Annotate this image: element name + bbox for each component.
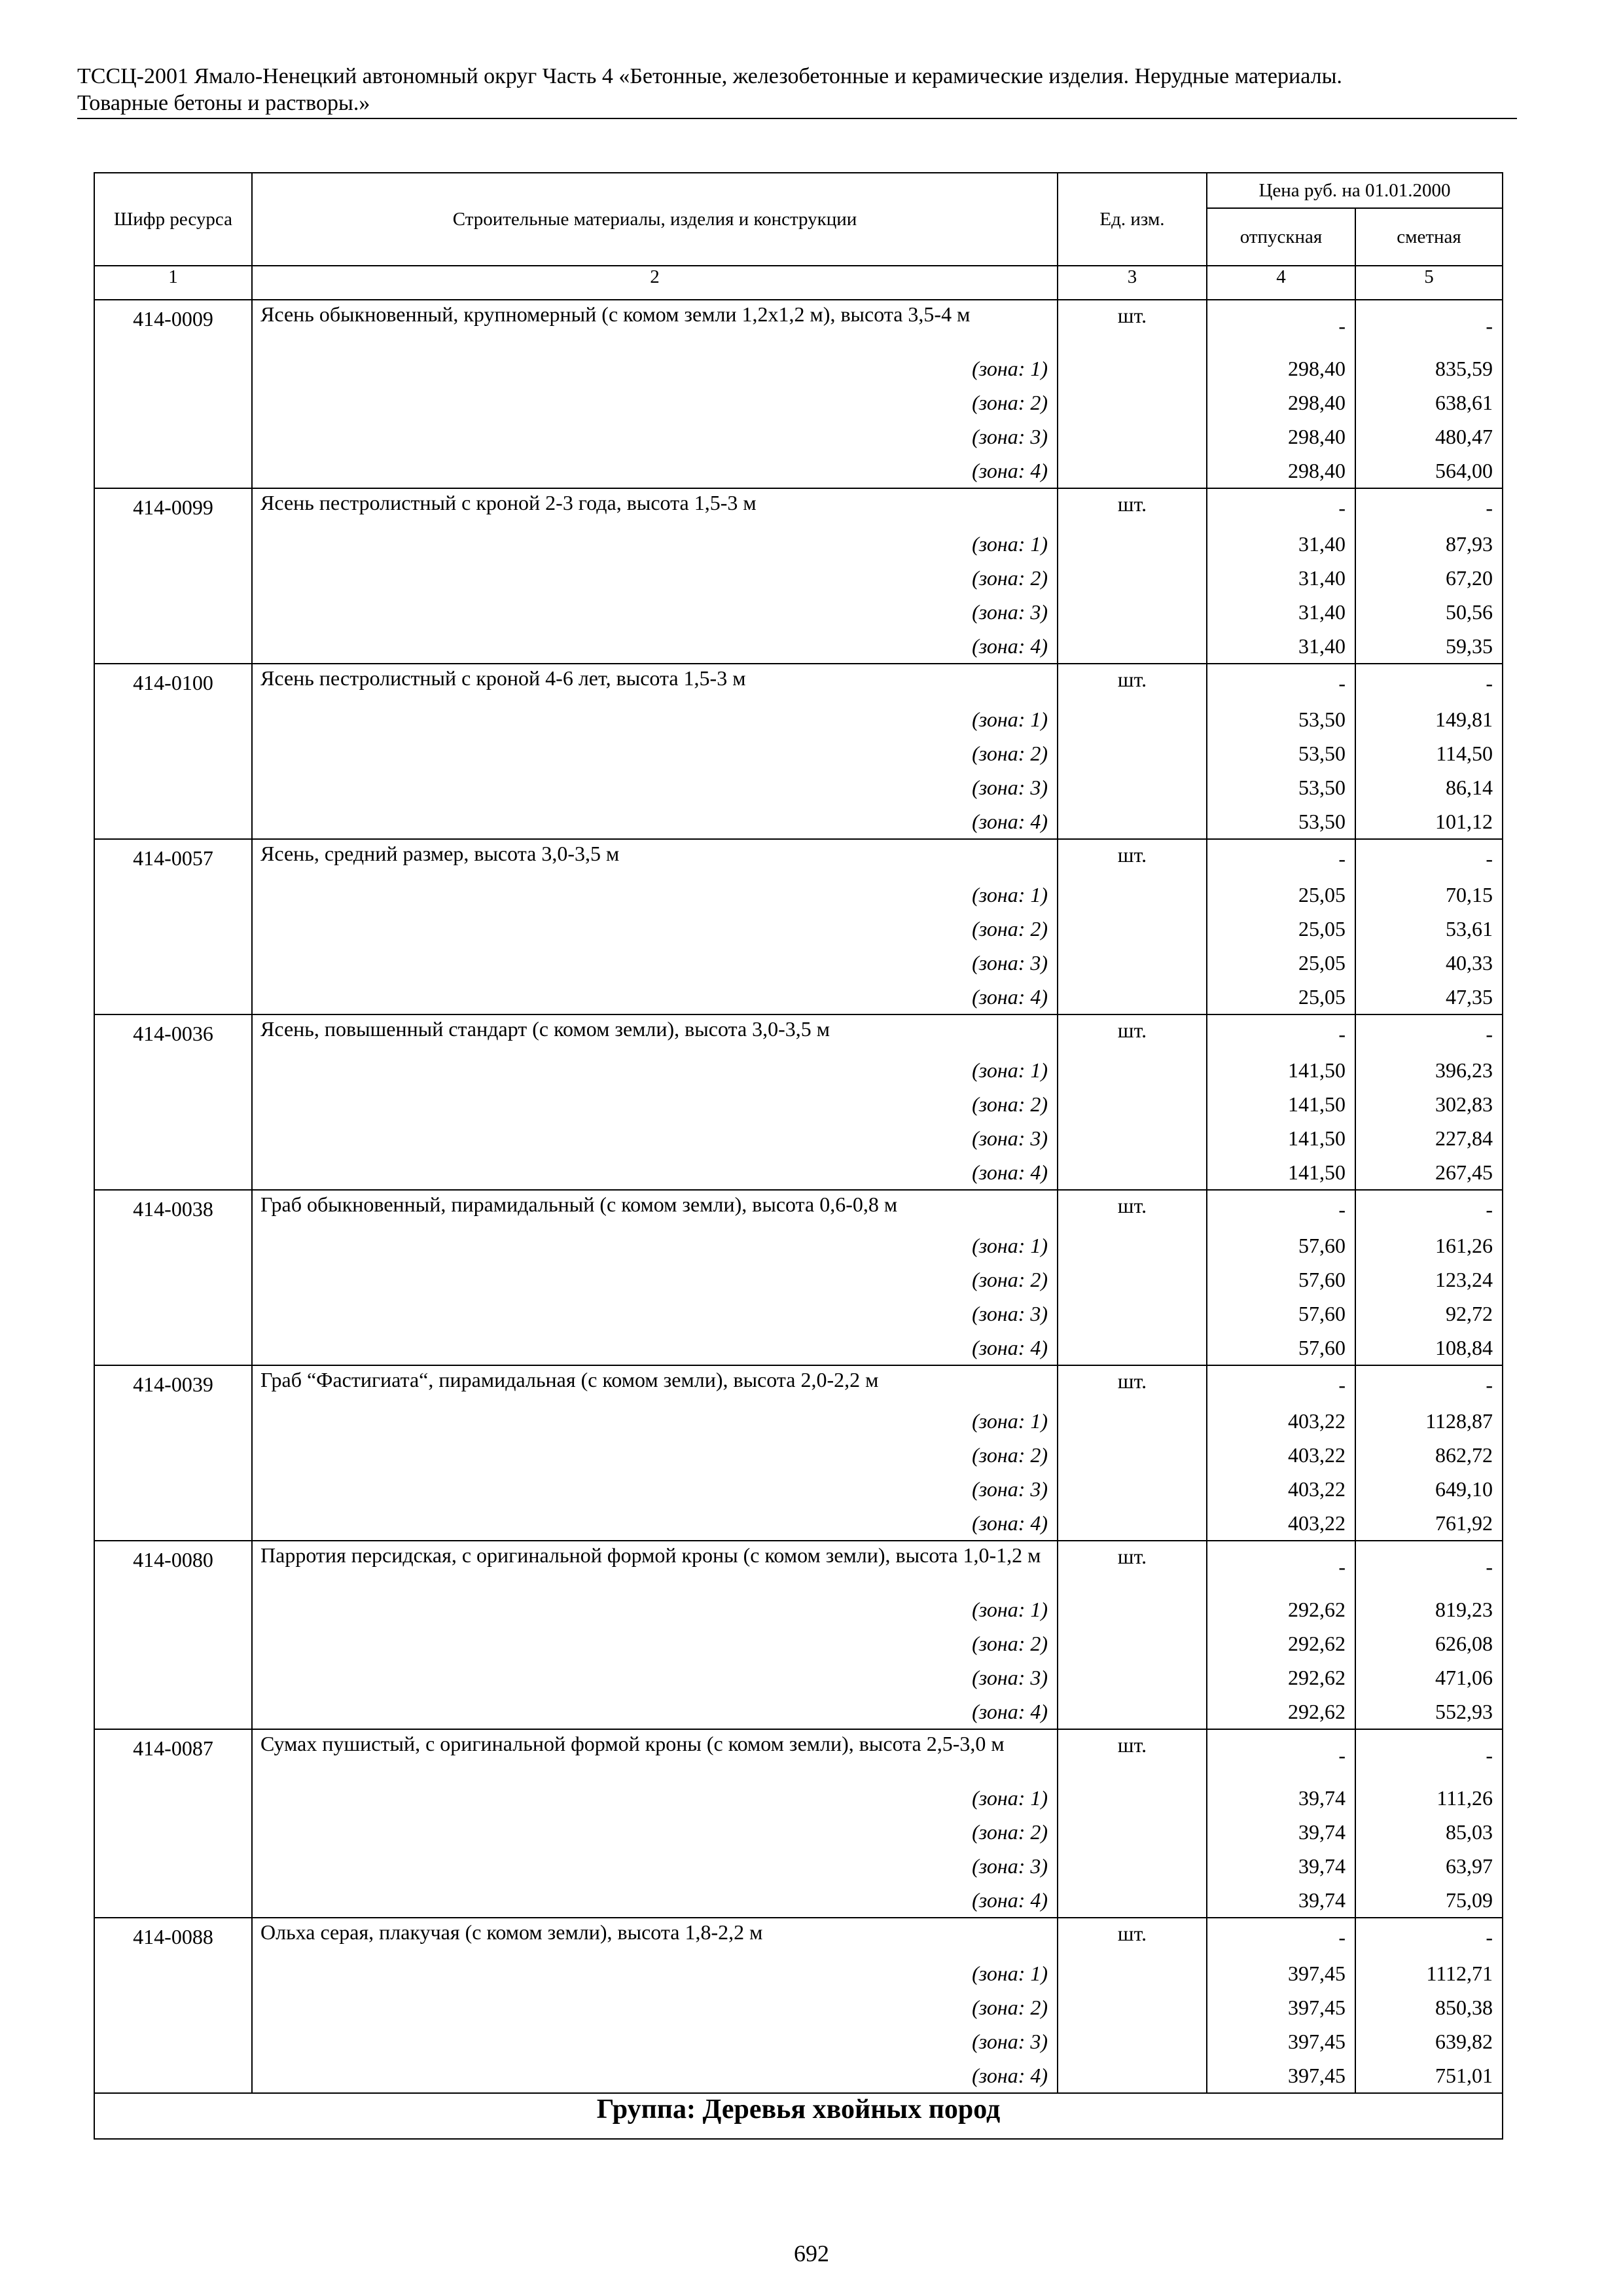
zone-release-price: 292,62 — [1288, 1598, 1346, 1621]
zone-release-price: 31,40 — [1298, 566, 1346, 590]
zone-label: (зона: 3) — [972, 1477, 1048, 1501]
zone-release-price: 53,50 — [1298, 742, 1346, 765]
zone-unit-spacer — [1058, 338, 1206, 372]
zone-release-price: 397,45 — [1288, 1962, 1346, 1985]
zone-release-price: 57,60 — [1298, 1268, 1346, 1291]
zone-release-price: 141,50 — [1288, 1058, 1346, 1082]
zone-estimate-price: 480,47 — [1435, 425, 1493, 448]
release-price-cell — [1207, 1190, 1355, 1365]
zone-unit-spacer — [1058, 912, 1206, 946]
column-number-row — [94, 266, 1503, 300]
resource-code: 414-0038 — [94, 1190, 252, 1365]
release-price-cell — [1207, 839, 1355, 1014]
zone-label: (зона: 2) — [972, 1268, 1048, 1291]
unit-cell — [1058, 1190, 1207, 1365]
estimate-price: - — [1486, 314, 1493, 338]
zone-unit-spacer — [1058, 1768, 1206, 1802]
material-name: Ясень обыкновенный, крупномерный (с комом земли 1,2х1,2 м), высота 3,5-4 м — [260, 302, 971, 326]
zone-release-price: 141,50 — [1288, 1126, 1346, 1150]
table-row — [94, 300, 1503, 488]
zone-unit-spacer — [1058, 702, 1206, 736]
table-row — [94, 1365, 1503, 1541]
unit-value: шт. — [1117, 1194, 1147, 1217]
zone-unit-spacer — [1058, 2058, 1206, 2092]
zone-estimate-price: 302,83 — [1435, 1092, 1493, 1116]
zone-unit-spacer — [1058, 1870, 1206, 1904]
zone-estimate-price: 123,24 — [1435, 1268, 1493, 1291]
zone-unit-spacer — [1058, 946, 1206, 980]
material-name: Сумах пушистый, с оригинальной формой кроны (с комом земли), высота 2,5-3,0 м — [260, 1732, 1005, 1755]
zone-label: (зона: 2) — [972, 1632, 1048, 1655]
zone-label: (зона: 4) — [972, 459, 1048, 482]
estimate-price-cell — [1355, 1014, 1503, 1190]
zone-label: (зона: 4) — [972, 1511, 1048, 1535]
zone-release-price: 298,40 — [1288, 425, 1346, 448]
zone-estimate-price: 59,35 — [1446, 634, 1493, 658]
zone-label: (зона: 3) — [972, 600, 1048, 624]
zone-unit-spacer — [1058, 1613, 1206, 1647]
release-price: - — [1338, 1022, 1346, 1046]
material-description — [252, 1729, 1058, 1918]
material-description — [252, 839, 1058, 1014]
zone-label: (зона: 4) — [972, 1160, 1048, 1184]
zone-label: (зона: 3) — [972, 1666, 1048, 1689]
zone-estimate-price: 75,09 — [1446, 1888, 1493, 1912]
zone-label: (зона: 4) — [972, 810, 1048, 833]
zone-label: (зона: 1) — [972, 1962, 1048, 1985]
unit-cell — [1058, 1014, 1207, 1190]
zone-label: (зона: 4) — [972, 1888, 1048, 1912]
release-price-cell — [1207, 1541, 1355, 1729]
unit-cell — [1058, 488, 1207, 664]
estimate-price-cell — [1355, 1729, 1503, 1918]
zone-estimate-price: 85,03 — [1446, 1820, 1493, 1844]
zone-label: (зона: 2) — [972, 1820, 1048, 1844]
zone-estimate-price: 638,61 — [1435, 391, 1493, 414]
zone-label: (зона: 2) — [972, 917, 1048, 941]
zone-label: (зона: 2) — [972, 1443, 1048, 1467]
zone-release-price: 25,05 — [1298, 985, 1346, 1009]
material-description — [252, 488, 1058, 664]
release-price-cell — [1207, 488, 1355, 664]
zone-release-price: 31,40 — [1298, 532, 1346, 556]
zone-label: (зона: 2) — [972, 391, 1048, 414]
zone-estimate-price: 1112,71 — [1426, 1962, 1493, 1985]
header-line-2: Товарные бетоны и растворы.» — [77, 91, 370, 115]
zone-release-price: 53,50 — [1298, 776, 1346, 799]
zone-label: (зона: 3) — [972, 951, 1048, 975]
zone-release-price: 53,50 — [1298, 810, 1346, 833]
release-price: - — [1338, 496, 1346, 520]
zone-release-price: 39,74 — [1298, 1854, 1346, 1878]
zone-release-price: 298,40 — [1288, 391, 1346, 414]
zone-label: (зона: 3) — [972, 1854, 1048, 1878]
zone-label: (зона: 4) — [972, 2064, 1048, 2087]
zone-label: (зона: 3) — [972, 2030, 1048, 2053]
zone-unit-spacer — [1058, 2024, 1206, 2058]
zone-label: (зона: 2) — [972, 1092, 1048, 1116]
zone-label: (зона: 2) — [972, 566, 1048, 590]
zone-unit-spacer — [1058, 440, 1206, 475]
zone-unit-spacer — [1058, 1087, 1206, 1121]
zone-release-price: 31,40 — [1298, 634, 1346, 658]
zone-estimate-price: 114,50 — [1436, 742, 1493, 765]
zone-estimate-price: 87,93 — [1446, 532, 1493, 556]
zone-label: (зона: 1) — [972, 357, 1048, 380]
zone-estimate-price: 227,84 — [1435, 1126, 1493, 1150]
zone-estimate-price: 47,35 — [1446, 985, 1493, 1009]
resource-code: 414-0009 — [94, 300, 252, 488]
release-price-cell — [1207, 1365, 1355, 1541]
zone-estimate-price: 267,45 — [1435, 1160, 1493, 1184]
material-name: Ясень, повышенный стандарт (с комом земли), высота 3,0-3,5 м — [260, 1017, 830, 1041]
group-row — [94, 2093, 1503, 2139]
material-description — [252, 1541, 1058, 1729]
zone-estimate-price: 161,26 — [1435, 1234, 1493, 1257]
zone-release-price: 25,05 — [1298, 917, 1346, 941]
zone-release-price: 403,22 — [1288, 1511, 1346, 1535]
estimate-price: - — [1486, 1198, 1493, 1221]
zone-estimate-price: 396,23 — [1435, 1058, 1493, 1082]
zone-estimate-price: 53,61 — [1446, 917, 1493, 941]
release-price-cell — [1207, 1729, 1355, 1918]
release-price: - — [1338, 1373, 1346, 1397]
zone-estimate-price: 862,72 — [1435, 1443, 1493, 1467]
zone-estimate-price: 86,14 — [1446, 776, 1493, 799]
estimate-price: - — [1486, 496, 1493, 520]
price-table — [94, 172, 1503, 2140]
zone-label: (зона: 3) — [972, 1126, 1048, 1150]
zone-unit-spacer — [1058, 1404, 1206, 1438]
header-unit: Ед. изм. — [1058, 173, 1207, 266]
zone-label: (зона: 1) — [972, 1058, 1048, 1082]
estimate-price: - — [1486, 847, 1493, 870]
table-row — [94, 1014, 1503, 1190]
header-line-1: ТССЦ-2001 Ямало-Ненецкий автономный округ Часть 4 «Бетонные, железобетонные и керамические изделия. Нерудные материалы. — [77, 64, 1342, 88]
col-num-1: 1 — [94, 266, 252, 300]
zone-estimate-price: 850,38 — [1435, 1996, 1493, 2019]
release-price: - — [1338, 314, 1346, 338]
zone-estimate-price: 50,56 — [1446, 600, 1493, 624]
zone-unit-spacer — [1058, 629, 1206, 663]
resource-code: 414-0100 — [94, 664, 252, 839]
zone-release-price: 39,74 — [1298, 1888, 1346, 1912]
estimate-price-cell — [1355, 839, 1503, 1014]
header-code: Шифр ресурса — [94, 173, 252, 266]
zone-unit-spacer — [1058, 1155, 1206, 1189]
zone-estimate-price: 101,12 — [1435, 810, 1493, 833]
zone-label: (зона: 2) — [972, 742, 1048, 765]
zone-release-price: 298,40 — [1288, 357, 1346, 380]
estimate-price-cell — [1355, 1190, 1503, 1365]
zone-unit-spacer — [1058, 1053, 1206, 1087]
release-price: - — [1338, 1744, 1346, 1767]
unit-value: шт. — [1117, 1733, 1147, 1757]
material-description — [252, 664, 1058, 839]
zone-release-price: 39,74 — [1298, 1820, 1346, 1844]
release-price: - — [1338, 1198, 1346, 1221]
zone-unit-spacer — [1058, 1802, 1206, 1836]
zone-release-price: 397,45 — [1288, 2030, 1346, 2053]
zone-label: (зона: 4) — [972, 1336, 1048, 1359]
zone-label: (зона: 1) — [972, 883, 1048, 906]
release-price: - — [1338, 1555, 1346, 1579]
resource-code: 414-0080 — [94, 1541, 252, 1729]
zone-release-price: 31,40 — [1298, 600, 1346, 624]
zone-release-price: 403,22 — [1288, 1443, 1346, 1467]
zone-estimate-price: 564,00 — [1435, 459, 1493, 482]
col-num-5: 5 — [1355, 266, 1503, 300]
table-row — [94, 1190, 1503, 1365]
zone-unit-spacer — [1058, 1579, 1206, 1613]
zone-unit-spacer — [1058, 1121, 1206, 1155]
release-price: - — [1338, 672, 1346, 695]
estimate-price: - — [1486, 1744, 1493, 1767]
material-description — [252, 1190, 1058, 1365]
zone-estimate-price: 751,01 — [1435, 2064, 1493, 2087]
zone-unit-spacer — [1058, 804, 1206, 838]
zone-unit-spacer — [1058, 1647, 1206, 1681]
unit-cell — [1058, 839, 1207, 1014]
material-name: Ясень, средний размер, высота 3,0-3,5 м — [260, 842, 620, 865]
zone-unit-spacer — [1058, 595, 1206, 629]
zone-unit-spacer — [1058, 770, 1206, 804]
zone-unit-spacer — [1058, 1331, 1206, 1365]
zone-release-price: 298,40 — [1288, 459, 1346, 482]
zone-unit-spacer — [1058, 372, 1206, 406]
zone-unit-spacer — [1058, 1472, 1206, 1506]
unit-value: шт. — [1117, 492, 1147, 516]
header-price: Цена руб. на 01.01.2000 — [1207, 173, 1503, 208]
release-price-cell — [1207, 664, 1355, 839]
header-name: Строительные материалы, изделия и конструкции — [252, 173, 1058, 266]
zone-estimate-price: 92,72 — [1446, 1302, 1493, 1325]
zone-estimate-price: 149,81 — [1435, 708, 1493, 731]
zone-unit-spacer — [1058, 1438, 1206, 1472]
unit-cell — [1058, 1918, 1207, 2093]
table-row — [94, 488, 1503, 664]
material-description — [252, 1365, 1058, 1541]
zone-unit-spacer — [1058, 878, 1206, 912]
resource-code: 414-0057 — [94, 839, 252, 1014]
zone-label: (зона: 3) — [972, 425, 1048, 448]
material-name: Ольха серая, плакучая (с комом земли), высота 1,8-2,2 м — [260, 1920, 763, 1944]
material-description — [252, 1918, 1058, 2093]
table-row — [94, 1918, 1503, 2093]
estimate-price-cell — [1355, 1365, 1503, 1541]
release-price-cell — [1207, 300, 1355, 488]
zone-estimate-price: 63,97 — [1446, 1854, 1493, 1878]
zone-release-price: 403,22 — [1288, 1409, 1346, 1433]
resource-code: 414-0036 — [94, 1014, 252, 1190]
unit-value: шт. — [1117, 1018, 1147, 1042]
zone-label: (зона: 1) — [972, 1409, 1048, 1433]
zone-label: (зона: 1) — [972, 708, 1048, 731]
zone-release-price: 292,62 — [1288, 1632, 1346, 1655]
zone-label: (зона: 1) — [972, 1786, 1048, 1810]
estimate-price: - — [1486, 1022, 1493, 1046]
zone-label: (зона: 4) — [972, 985, 1048, 1009]
zone-estimate-price: 67,20 — [1446, 566, 1493, 590]
zone-unit-spacer — [1058, 736, 1206, 770]
zone-label: (зона: 1) — [972, 532, 1048, 556]
zone-estimate-price: 471,06 — [1435, 1666, 1493, 1689]
resource-code: 414-0088 — [94, 1918, 252, 2093]
estimate-price-cell — [1355, 1918, 1503, 2093]
zone-label: (зона: 2) — [972, 1996, 1048, 2019]
zone-unit-spacer — [1058, 1836, 1206, 1870]
release-price-cell — [1207, 1014, 1355, 1190]
zone-unit-spacer — [1058, 527, 1206, 561]
release-price: - — [1338, 847, 1346, 870]
unit-value: шт. — [1117, 304, 1147, 327]
material-name: Парротия персидская, с оригинальной формой кроны (с комом земли), высота 1,0-1,2 м — [260, 1543, 1041, 1567]
unit-value: шт. — [1117, 1922, 1147, 1945]
zone-estimate-price: 761,92 — [1435, 1511, 1493, 1535]
zone-release-price: 292,62 — [1288, 1666, 1346, 1689]
zone-label: (зона: 3) — [972, 1302, 1048, 1325]
resource-code: 414-0087 — [94, 1729, 252, 1918]
zone-release-price: 39,74 — [1298, 1786, 1346, 1810]
page-number: 692 — [794, 2240, 829, 2267]
estimate-price-cell — [1355, 1541, 1503, 1729]
zone-estimate-price: 626,08 — [1435, 1632, 1493, 1655]
zone-release-price: 57,60 — [1298, 1336, 1346, 1359]
zone-label: (зона: 4) — [972, 634, 1048, 658]
zone-unit-spacer — [1058, 561, 1206, 595]
zone-unit-spacer — [1058, 1229, 1206, 1263]
header-estimate-price: сметная — [1355, 208, 1503, 266]
col-num-2: 2 — [252, 266, 1058, 300]
estimate-price: - — [1486, 1373, 1493, 1397]
zone-release-price: 53,50 — [1298, 708, 1346, 731]
release-price-cell — [1207, 1918, 1355, 2093]
zone-release-price: 292,62 — [1288, 1700, 1346, 1723]
unit-cell — [1058, 300, 1207, 488]
zone-unit-spacer — [1058, 1263, 1206, 1297]
unit-cell — [1058, 1541, 1207, 1729]
zone-unit-spacer — [1058, 1297, 1206, 1331]
zone-unit-spacer — [1058, 1990, 1206, 2024]
zone-estimate-price: 552,93 — [1435, 1700, 1493, 1723]
zone-label: (зона: 3) — [972, 776, 1048, 799]
zone-estimate-price: 835,59 — [1435, 357, 1493, 380]
table-row — [94, 1541, 1503, 1729]
table-row — [94, 839, 1503, 1014]
unit-value: шт. — [1117, 1545, 1147, 1568]
zone-unit-spacer — [1058, 406, 1206, 440]
material-description — [252, 300, 1058, 488]
zone-label: (зона: 4) — [972, 1700, 1048, 1723]
estimate-price-cell — [1355, 664, 1503, 839]
group-title: Группа: Деревья хвойных пород — [94, 2093, 1503, 2139]
zone-estimate-price: 111,26 — [1436, 1786, 1493, 1810]
zone-unit-spacer — [1058, 1681, 1206, 1715]
col-num-3: 3 — [1058, 266, 1207, 300]
col-num-4: 4 — [1207, 266, 1355, 300]
zone-release-price: 403,22 — [1288, 1477, 1346, 1501]
zone-release-price: 141,50 — [1288, 1160, 1346, 1184]
zone-estimate-price: 1128,87 — [1425, 1409, 1493, 1433]
zone-release-price: 141,50 — [1288, 1092, 1346, 1116]
estimate-price: - — [1486, 672, 1493, 695]
zone-estimate-price: 108,84 — [1435, 1336, 1493, 1359]
estimate-price-cell — [1355, 488, 1503, 664]
zone-release-price: 397,45 — [1288, 1996, 1346, 2019]
material-name: Граб “Фастигиата“, пирамидальная (с комом земли), высота 2,0-2,2 м — [260, 1368, 879, 1391]
zone-estimate-price: 649,10 — [1435, 1477, 1493, 1501]
zone-release-price: 57,60 — [1298, 1302, 1346, 1325]
zone-unit-spacer — [1058, 1956, 1206, 1990]
zone-release-price: 57,60 — [1298, 1234, 1346, 1257]
estimate-price: - — [1486, 1555, 1493, 1579]
material-name: Ясень пестролистный с кроной 4-6 лет, высота 1,5-3 м — [260, 666, 746, 690]
unit-value: шт. — [1117, 668, 1147, 691]
zone-estimate-price: 819,23 — [1435, 1598, 1493, 1621]
zone-unit-spacer — [1058, 1506, 1206, 1540]
zone-release-price: 25,05 — [1298, 951, 1346, 975]
table-row — [94, 1729, 1503, 1918]
zone-unit-spacer — [1058, 980, 1206, 1014]
release-price: - — [1338, 1926, 1346, 1949]
zone-estimate-price: 70,15 — [1446, 883, 1493, 906]
material-name: Граб обыкновенный, пирамидальный (с комом земли), высота 0,6-0,8 м — [260, 1193, 898, 1216]
zone-label: (зона: 1) — [972, 1598, 1048, 1621]
unit-cell — [1058, 1365, 1207, 1541]
table-row — [94, 664, 1503, 839]
unit-cell — [1058, 1729, 1207, 1918]
unit-value: шт. — [1117, 1369, 1147, 1393]
material-description — [252, 1014, 1058, 1190]
zone-estimate-price: 639,82 — [1435, 2030, 1493, 2053]
estimate-price-cell — [1355, 300, 1503, 488]
resource-code: 414-0099 — [94, 488, 252, 664]
zone-estimate-price: 40,33 — [1446, 951, 1493, 975]
zone-release-price: 397,45 — [1288, 2064, 1346, 2087]
zone-label: (зона: 1) — [972, 1234, 1048, 1257]
material-name: Ясень пестролистный с кроной 2-3 года, высота 1,5-3 м — [260, 491, 757, 514]
unit-cell — [1058, 664, 1207, 839]
resource-code: 414-0039 — [94, 1365, 252, 1541]
estimate-price: - — [1486, 1926, 1493, 1949]
unit-value: шт. — [1117, 843, 1147, 867]
header-release-price: отпускная — [1207, 208, 1355, 266]
zone-release-price: 25,05 — [1298, 883, 1346, 906]
page-header — [77, 63, 1517, 119]
